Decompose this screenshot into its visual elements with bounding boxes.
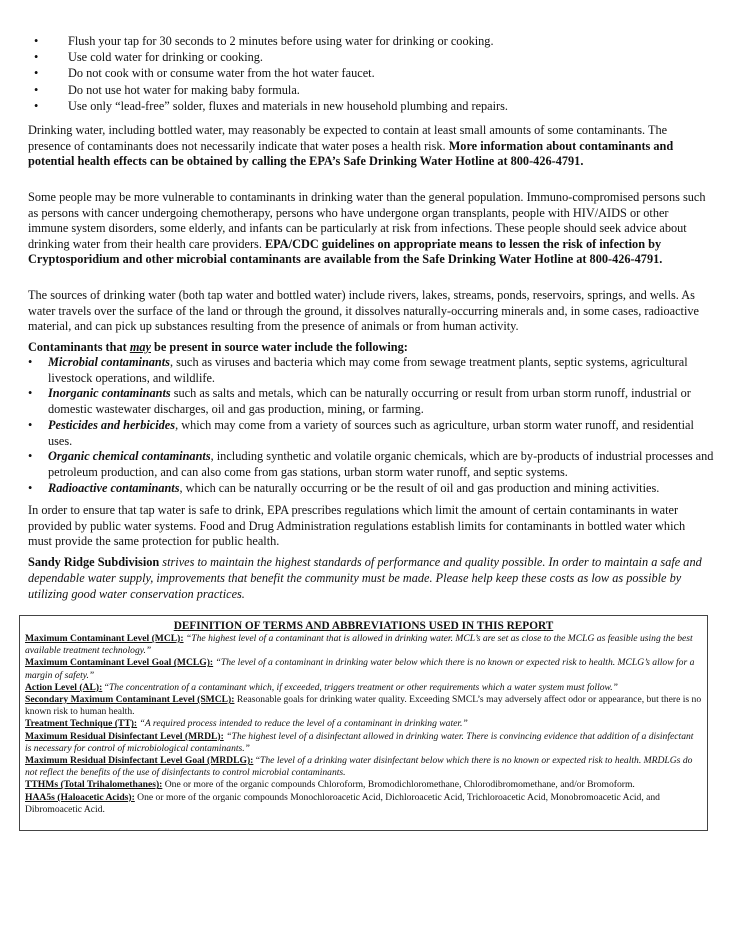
conservation-statement: Sandy Ridge Subdivision strives to maintain the highest standards of performance and quality possible. In order to maintain a safe and dependable water supply, improvements that benefit the community must be made. Please help keep these costs as low as possible by utilizing good water conservation practices. (28, 555, 702, 601)
bullet-icon: • (34, 66, 39, 81)
definition-item: Action Level (AL): “The concentration of a contaminant which, if exceeded, triggers treatment or other requirements which a water system must follow.” (25, 681, 618, 693)
bullet-icon: • (28, 386, 33, 401)
definition-item: Maximum Residual Disinfectant Level Goal (MRDLG): “The level of a drinking water disinfectant below which there is no known or expected risk to health. MRDLGs do not reflect the benefits of the use of disinfectants to control microbial contaminants. (25, 755, 693, 779)
list-item: • Do not use hot water for making baby formula. (34, 82, 300, 97)
bullet-icon: • (28, 355, 33, 369)
definition-item: TTHMs (Total Trihalomethanes): One or more of the organic compounds Chloroform, Bromodichloromethane, Chlorodibromomethane, and/or Bromoform. (25, 779, 635, 791)
bullet-icon: • (28, 417, 33, 432)
water-sources-paragraph: The sources of drinking water (both tap water and bottled water) include rivers, lakes, streams, ponds, reservoirs, springs, and wells. As water travels over the surface of the land or through the ground, it dissolves naturally-occurring minerals and, in some cases, radioactive material, and can pick up substances resulting from the presence of animals or from human activity. (28, 288, 699, 334)
definition-item: Secondary Maximum Contaminant Level (SMCL): Reasonable goals for drinking water quality. Exceeding SMCL’s may adversely affect odor or appearance, but there is no known risk to human health. (25, 694, 702, 718)
bullet-icon: • (34, 82, 39, 97)
list-item: • Use only “lead-free” solder, fluxes and materials in new household plumbing and repairs. (34, 98, 509, 113)
definition-item: Maximum Residual Disinfectant Level (MRDL): “The highest level of a disinfectant allowed in drinking water. There is convincing evidence that addition of a disinfectant is necessary for control of microbiological contaminants.” (25, 730, 694, 754)
list-item: • Microbial contaminants, such as viruses and bacteria which may come from sewage treatment plants, septic systems, agricultural livestock operations, and wildlife. (28, 355, 688, 385)
list-item: • Radioactive contaminants, which can be naturally occurring or be the result of oil and gas production and mining activities. (28, 480, 660, 495)
bullet-icon: • (34, 98, 39, 113)
regulations-paragraph: In order to ensure that tap water is safe to drink, EPA prescribes regulations which limit the amount of certain contaminants in water provided by public water systems. Food and Drug Administration regulations establish limits for contaminants in bottled water which must provide the same protection for public health. (28, 503, 686, 549)
definition-item: Treatment Technique (TT): “A required process intended to reduce the level of a contaminant in drinking water.” (25, 718, 468, 730)
definition-item: HAA5s (Haloacetic Acids): One or more of the organic compounds Monochloroacetic Acid, Dichloroacetic Acid, Trichloroacetic Acid, Monobromoacetic Acid, and Dibromoacetic Acid. (25, 791, 660, 815)
vulnerable-populations-paragraph: Some people may be more vulnerable to contaminants in drinking water than the general population. Immuno-compromised persons such as persons with cancer undergoing chemotherapy, persons who have undergone organ transplants, people with HIV/AIDS or other immune system disorders, some elderly, and infants can be particularly at risk from infections. These people should seek advice about drinking water from their health care providers. EPA/CDC guidelines on appropriate means to lessen the risk of infection by Cryptosporidium and other microbial contaminants are available from the Safe Drinking Water Hotline at 800-426-4791. (28, 190, 706, 267)
bullet-icon: • (34, 34, 39, 48)
bullet-icon: • (28, 480, 33, 495)
list-item: • Organic chemical contaminants, including synthetic and volatile organic chemicals, which are by-products of industrial processes and petroleum production, and can also come from gas stations, urban storm water runoff, and septic systems. (28, 449, 714, 479)
contaminants-paragraph: Drinking water, including bottled water, may reasonably be expected to contain at least small amounts of some contaminants. The presence of contaminants does not necessarily indicate that water poses a health risk. More information about contaminants and potential health effects can be obtained by calling the EPA’s Safe Drinking Water Hotline at 800-426-4791. (28, 123, 674, 169)
bullet-icon: • (28, 449, 33, 464)
list-item: • Inorganic contaminants such as salts and metals, which can be naturally occurring or result from urban storm runoff, industrial or domestic wastewater discharges, oil and gas production, mining, or farming. (28, 386, 691, 417)
definitions-title: DEFINITION OF TERMS AND ABBREVIATIONS USED IN THIS REPORT (173, 620, 554, 632)
list-item: • Flush your tap for 30 seconds to 2 minutes before using water for drinking or cooking. (34, 34, 494, 48)
definition-item: Maximum Contaminant Level (MCL): “The highest level of a contaminant that is allowed in drinking water. MCL’s are set as close to the MCLG as feasible using the best available treatment technology.” (25, 633, 693, 657)
bullet-icon: • (34, 50, 39, 65)
definitions-box (19, 615, 708, 831)
list-item: • Do not cook with or consume water from the hot water faucet. (34, 66, 375, 81)
definition-item: Maximum Contaminant Level Goal (MCLG): “The level of a contaminant in drinking water below which there is no known or expected risk to health. MCLG’s allow for a margin of safety.” (25, 657, 695, 681)
list-item: • Pesticides and herbicides, which may come from a variety of sources such as agriculture, urban storm water runoff, and residential uses. (28, 417, 694, 448)
list-item: • Use cold water for drinking or cooking. (34, 50, 263, 65)
lead-tips-list (28, 33, 708, 114)
contaminants-heading: Contaminants that may be present in source water include the following: (28, 340, 408, 354)
contaminants-list (28, 355, 718, 496)
